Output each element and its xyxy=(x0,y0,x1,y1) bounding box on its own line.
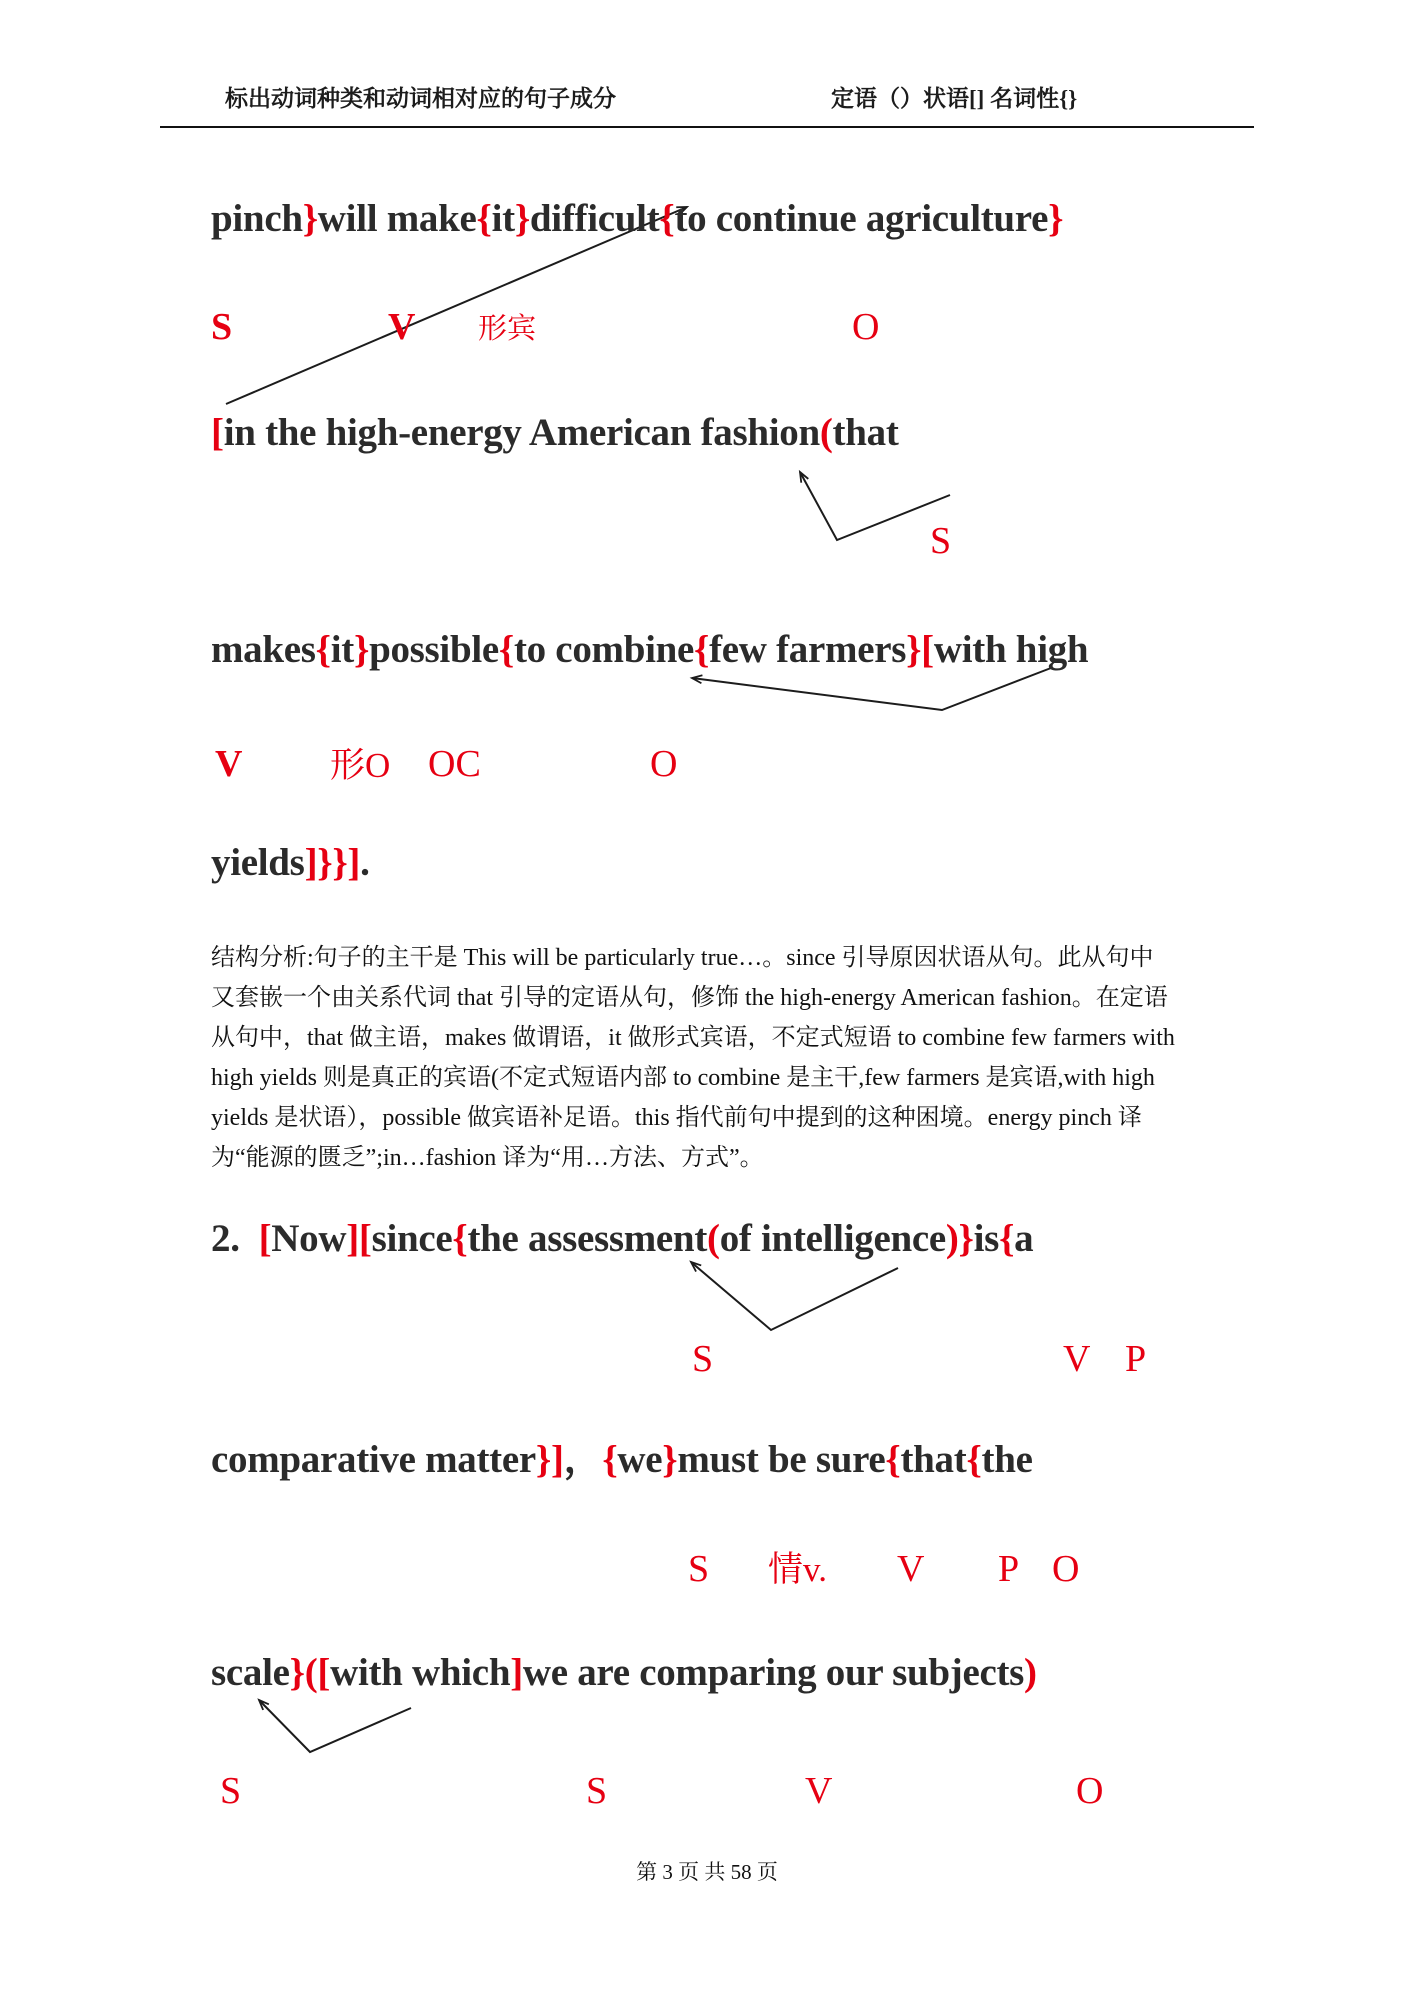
bracket-mark: } xyxy=(302,197,318,240)
sentence-line xyxy=(211,1216,1033,1261)
sentence-line xyxy=(211,627,1088,672)
sentence-text: since xyxy=(371,1217,453,1260)
bracket-mark: { xyxy=(602,1438,618,1481)
grammar-label: V xyxy=(388,306,416,348)
sentence-text: that xyxy=(900,1438,967,1481)
sentence-text: scale xyxy=(211,1651,290,1694)
grammar-label: V xyxy=(215,743,243,785)
grammar-label: P xyxy=(998,1548,1020,1590)
bracket-mark: { xyxy=(999,1217,1015,1260)
arrow-fashion-subject xyxy=(800,472,950,540)
bracket-mark: )} xyxy=(945,1217,974,1260)
sentence-text: Now xyxy=(271,1217,347,1260)
grammar-label: S xyxy=(930,520,952,562)
bracket-mark: { xyxy=(885,1438,901,1481)
bracket-mark: }([ xyxy=(289,1651,331,1694)
analysis-line: high yields 则是真正的宾语(不定式短语内部 to combine 是主干,few farmers 是宾语,with high xyxy=(211,1065,1155,1091)
bracket-mark: ) xyxy=(1024,1651,1037,1694)
bracket-mark: } xyxy=(662,1438,678,1481)
sentence-text: we xyxy=(617,1438,663,1481)
sentence-text: we are comparing our subjects xyxy=(522,1651,1025,1694)
bracket-mark: [ xyxy=(258,1217,272,1260)
bracket-mark: { xyxy=(315,628,331,671)
grammar-label: O xyxy=(852,306,880,348)
bracket-mark: } xyxy=(1048,197,1064,240)
analysis-line: yields 是状语），possible 做宾语补足语。this 指代前句中提到的这种困境。energy pinch 译 xyxy=(211,1105,1142,1131)
sentence-text: the assessment xyxy=(467,1217,707,1260)
sentence-text: few farmers xyxy=(709,628,907,671)
sentence-text: difficult xyxy=(529,197,660,240)
sentence-text: makes xyxy=(211,628,316,671)
bracket-mark: { xyxy=(966,1438,982,1481)
bracket-mark: }] xyxy=(535,1438,564,1481)
sentence-text: with high xyxy=(933,628,1089,671)
sentence-text: is xyxy=(973,1217,1000,1260)
arrow-assessment-subject xyxy=(691,1262,898,1330)
sentence-text: of intelligence xyxy=(719,1217,946,1260)
header-left-text: 标出动词种类和动词相对应的句子成分 xyxy=(225,86,616,111)
bracket-mark: { xyxy=(694,628,710,671)
analysis-line: 从句中，that 做主语，makes 做谓语，it 做形式宾语，不定式短语 to combine few farmers with xyxy=(211,1025,1175,1051)
bracket-mark: }[ xyxy=(906,628,934,671)
sentence-text: in the high-energy American fashion xyxy=(223,411,820,454)
bracket-mark: ][ xyxy=(346,1217,372,1260)
sentence-text: a xyxy=(1014,1217,1034,1260)
sentence-text: to combine xyxy=(513,628,695,671)
grammar-label: 形宾 xyxy=(478,313,537,345)
bracket-mark: [ xyxy=(211,411,224,454)
arrow-scale-subject xyxy=(259,1700,411,1752)
bracket-mark: ]}}] xyxy=(304,841,361,884)
grammar-label: S xyxy=(211,306,233,348)
grammar-label: O xyxy=(1052,1548,1080,1590)
bracket-mark: ( xyxy=(707,1217,720,1260)
bracket-mark: { xyxy=(498,628,514,671)
grammar-label: V xyxy=(805,1770,833,1812)
sentence-text: comparative matter xyxy=(211,1438,536,1481)
sentence-text: possible xyxy=(369,628,499,671)
page-number: 第 3 页 共 58 页 xyxy=(636,1860,778,1884)
grammar-label: OC xyxy=(428,743,481,785)
sentence-text: will make xyxy=(317,197,477,240)
sentence-text: to continue agriculture xyxy=(674,197,1049,240)
sentence-line xyxy=(211,196,1063,241)
grammar-label: 形O xyxy=(330,746,391,785)
sentence-text: it xyxy=(491,197,515,240)
bracket-mark: } xyxy=(514,197,530,240)
bracket-mark: { xyxy=(452,1217,468,1260)
grammar-label: S xyxy=(688,1548,710,1590)
sentence-text: must be sure xyxy=(677,1438,886,1481)
grammar-label: O xyxy=(1076,1770,1104,1812)
sentence-line xyxy=(211,410,899,455)
sentence-text: with which xyxy=(330,1651,511,1694)
grammar-label: O xyxy=(650,743,678,785)
bracket-mark: { xyxy=(476,197,492,240)
sentence-text: . xyxy=(360,841,370,884)
sentence-line xyxy=(211,840,370,885)
arrow-combine-pointer xyxy=(692,668,1051,710)
bracket-mark: ( xyxy=(819,411,833,454)
bracket-mark: } xyxy=(353,628,370,671)
sentence-line xyxy=(211,1428,1033,1484)
grammar-label: S xyxy=(220,1770,242,1812)
grammar-label: S xyxy=(586,1770,608,1812)
analysis-line: 结构分析:句子的主干是 This will be particularly true…。since 引导原因状语从句。此从句中 xyxy=(211,945,1154,971)
sentence-text: the xyxy=(981,1438,1033,1481)
sentence-text: ， xyxy=(563,1438,603,1481)
grammar-label: V xyxy=(1063,1338,1091,1380)
grammar-label: S xyxy=(692,1338,714,1380)
grammar-label: P xyxy=(1125,1338,1147,1380)
sentence-text: yields xyxy=(211,841,305,884)
analysis-line: 又套嵌一个由关系代词 that 引导的定语从句，修饰 the high-energy American fashion。在定语 xyxy=(211,985,1168,1011)
analysis-line: 为“能源的匮乏”;in…fashion 译为“用…方法、方式”。 xyxy=(211,1145,764,1171)
grammar-label: V xyxy=(897,1548,925,1590)
structure-analysis-paragraph xyxy=(211,938,1205,1178)
header-right-text: 定语（）状语[] 名词性{} xyxy=(831,86,1078,111)
sentence-text: 2. xyxy=(211,1217,259,1260)
sentence-line xyxy=(211,1650,1037,1695)
bracket-mark: ] xyxy=(510,1651,523,1694)
sentence-text: that xyxy=(832,411,899,454)
header-rule xyxy=(160,126,1254,128)
grammar-label: 情v. xyxy=(768,1550,827,1589)
sentence-text: it xyxy=(330,628,354,671)
sentence-text: pinch xyxy=(211,197,303,240)
bracket-mark: { xyxy=(659,197,675,240)
